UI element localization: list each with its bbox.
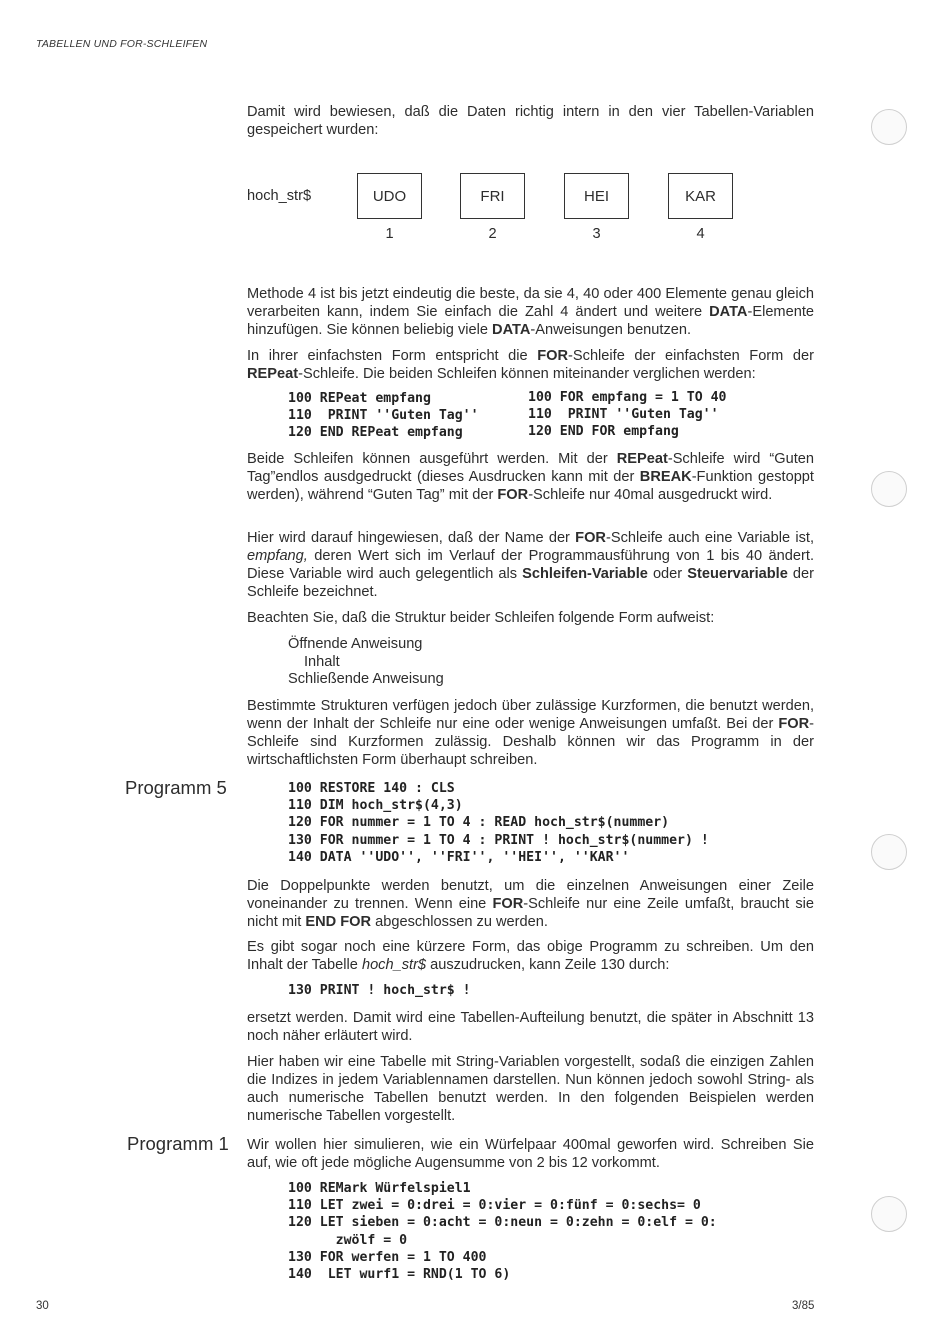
- keyword: REPeat: [616, 451, 668, 467]
- intro-text: Damit wird bewiesen, daß die Daten richtig intern in den vier Tabellen-Variablen gespeichert wurden:: [247, 104, 814, 138]
- table-variable-label: hoch_str$: [247, 188, 312, 204]
- keyword: FOR: [778, 716, 810, 732]
- text-run: Es gibt sogar noch eine kürzere Form, das obige Programm zu schreiben. Um den Inhalt der Tabelle: [247, 939, 814, 973]
- form-paragraph: [247, 347, 814, 383]
- text-run: Bestimmte Strukturen verfügen jedoch über zulässige Kurzformen, die benutzt werden, wenn der Inhalt der Schleife nur eine oder wenige Anweisungen umfaßt. Bei der: [247, 698, 814, 732]
- text-run: -Schleife nur 40mal ausgedruckt wird.: [528, 487, 773, 503]
- table-cell-2: FRI: [460, 173, 525, 219]
- short-form-code: 130 PRINT ! hoch_str$ !: [288, 983, 471, 998]
- table-index-4: 4: [696, 226, 705, 242]
- text-run: -Schleife sind Kurzformen zulässig. Deshalb können wir das Programm in der wirtschaftlichsten Form überhaupt schreiben.: [247, 716, 814, 768]
- table-cell-4: KAR: [668, 173, 733, 219]
- structure-open: Öffnende Anweisung: [288, 636, 423, 652]
- binder-hole-2: [871, 471, 907, 507]
- beachten-text: Beachten Sie, daß die Struktur beider Schleifen folgende Form aufweist:: [247, 610, 715, 626]
- keyword: Steuervariable: [687, 566, 788, 582]
- text-run: -Schleife wird “Guten Tag”endlos ausdgedruckt (dieses Ausdrucken kann mit der: [247, 451, 814, 485]
- text-run: -Elemente hinzufügen. Sie können beliebig viele: [247, 304, 814, 338]
- text-run: deren Wert sich im Verlauf der Programmausführung von 1 bis 40 ändert. Diese Variable wird auch gelegentlich als: [247, 548, 814, 582]
- keyword: DATA: [709, 304, 748, 320]
- binder-hole-4: [871, 1196, 907, 1232]
- binder-hole-3: [871, 834, 907, 870]
- program-5-code: 100 RESTORE 140 : CLS 110 DIM hoch_str$(4,3) 120 FOR nummer = 1 TO 4 : READ hoch_str$(nummer) 130 FOR nummer = 1 TO 4 : PRINT ! hoch_str$(nummer) ! 140 DATA ''UDO'', ''FRI'', ''HEI'', ''KAR'': [288, 781, 709, 865]
- ersetzt-paragraph: [247, 1009, 814, 1045]
- methode-paragraph: [247, 285, 814, 339]
- hier-paragraph: [247, 529, 814, 601]
- structure-close: Schließende Anweisung: [288, 671, 444, 687]
- page-number: 30: [36, 1300, 49, 1312]
- intro-paragraph: [247, 103, 814, 139]
- text-run: Beide Schleifen können ausgeführt werden. Mit der: [247, 451, 617, 467]
- keyword: BREAK: [639, 469, 692, 485]
- text-run: -Schleife auch eine Variable ist,: [605, 530, 814, 546]
- string-tables-paragraph: [247, 1053, 814, 1125]
- table-index-2: 2: [488, 226, 497, 242]
- text-run: Hier wird darauf hingewiesen, daß der Name der: [247, 530, 576, 546]
- keyword: FOR: [575, 530, 606, 546]
- table-cell-1: UDO: [357, 173, 422, 219]
- text-run: Methode 4 ist bis jetzt eindeutig die beste, da sie 4, 40 oder 400 Elemente genau gleich verarbeiten kann, indem Sie einfach die Zahl 4 ändert und weitere: [247, 286, 814, 320]
- text-run: -Schleife der einfachsten Form der: [568, 348, 814, 364]
- italic-term: empfang,: [247, 548, 308, 564]
- program-1-intro: [247, 1136, 814, 1172]
- keyword: FOR: [497, 487, 529, 503]
- italic-term: hoch_str$: [361, 957, 427, 973]
- text-run: -Schleife nur eine Zeile umfaßt, braucht sie nicht mit: [247, 896, 814, 930]
- text-run: In ihrer einfachsten Form entspricht die: [247, 348, 538, 364]
- structure-list: [288, 636, 444, 689]
- program-5-label: Programm 5: [125, 777, 227, 798]
- running-header: TABELLEN UND FOR-SCHLEIFEN: [36, 38, 208, 50]
- edition-mark: 3/85: [792, 1300, 815, 1312]
- program-1-intro-text: Wir wollen hier simulieren, wie ein Würfelpaar 400mal geworfen wird. Schreiben Sie auf, wie oft jede mögliche Augensumme von 2 bis 12 vorkommt.: [247, 1137, 814, 1171]
- beachten-paragraph: [247, 609, 814, 627]
- beide-paragraph: [247, 450, 814, 504]
- text-run: -Anweisungen benutzen.: [530, 322, 692, 338]
- binder-hole-1: [871, 109, 907, 145]
- string-tables-text: Hier haben wir eine Tabelle mit String-Variablen vorgestellt, sodaß die einzigen Zahlen die Indizes in jedem Variablennamen darstellen. Nun können jedoch sowohl String- als auch numerische Tabellen benutzt werden. In den folgenden Beispielen werden numerische Tabellen vorgestellt.: [247, 1054, 814, 1124]
- keyword: DATA: [492, 322, 531, 338]
- text-run: -Funktion gestoppt werden), während “Guten Tag” mit der: [247, 469, 814, 503]
- repeat-loop-code: 100 REPeat empfang 110 PRINT ''Guten Tag'' 120 END REPeat empfang: [288, 391, 479, 441]
- table-index-1: 1: [385, 226, 394, 242]
- keyword: END FOR: [305, 914, 372, 930]
- keyword: REPeat: [247, 366, 299, 382]
- for-loop-code: 100 FOR empfang = 1 TO 40 110 PRINT ''Guten Tag'' 120 END FOR empfang: [528, 390, 727, 440]
- text-run: auszudrucken, kann Zeile 130 durch:: [426, 957, 670, 973]
- text-run: abgeschlossen zu werden.: [371, 914, 548, 930]
- program-1-label: Programm 1: [127, 1133, 229, 1154]
- text-run: -Schleife. Die beiden Schleifen können miteinander verglichen werden:: [298, 366, 756, 382]
- keyword: Schleifen-Variable: [522, 566, 648, 582]
- text-run: der Schleife bezeichnet.: [247, 566, 814, 600]
- program-1-code: 100 REMark Würfelspiel1 110 LET zwei = 0:drei = 0:vier = 0:fünf = 0:sechs= 0 120 LET sieben = 0:acht = 0:neun = 0:zehn = 0:elf = 0: zwölf = 0 130 FOR werfen = 1 TO 400 140 LET wurf1 = RND(1 TO 6): [288, 1181, 717, 1283]
- keyword: FOR: [492, 896, 524, 912]
- sogar-paragraph: [247, 938, 814, 974]
- doppel-paragraph: [247, 877, 814, 931]
- table-index-3: 3: [592, 226, 601, 242]
- text-run: Die Doppelpunkte werden benutzt, um die einzelnen Anweisungen einer Zeile voneinander zu trennen. Wenn eine: [247, 878, 814, 912]
- keyword: FOR: [537, 348, 569, 364]
- ersetzt-text: ersetzt werden. Damit wird eine Tabellen-Aufteilung benutzt, die später in Abschnitt 13 noch näher erläutert wird.: [247, 1010, 814, 1044]
- text-run: oder: [647, 566, 688, 582]
- bestimmte-paragraph: [247, 697, 814, 769]
- table-cell-3: HEI: [564, 173, 629, 219]
- structure-body: Inhalt: [304, 653, 340, 670]
